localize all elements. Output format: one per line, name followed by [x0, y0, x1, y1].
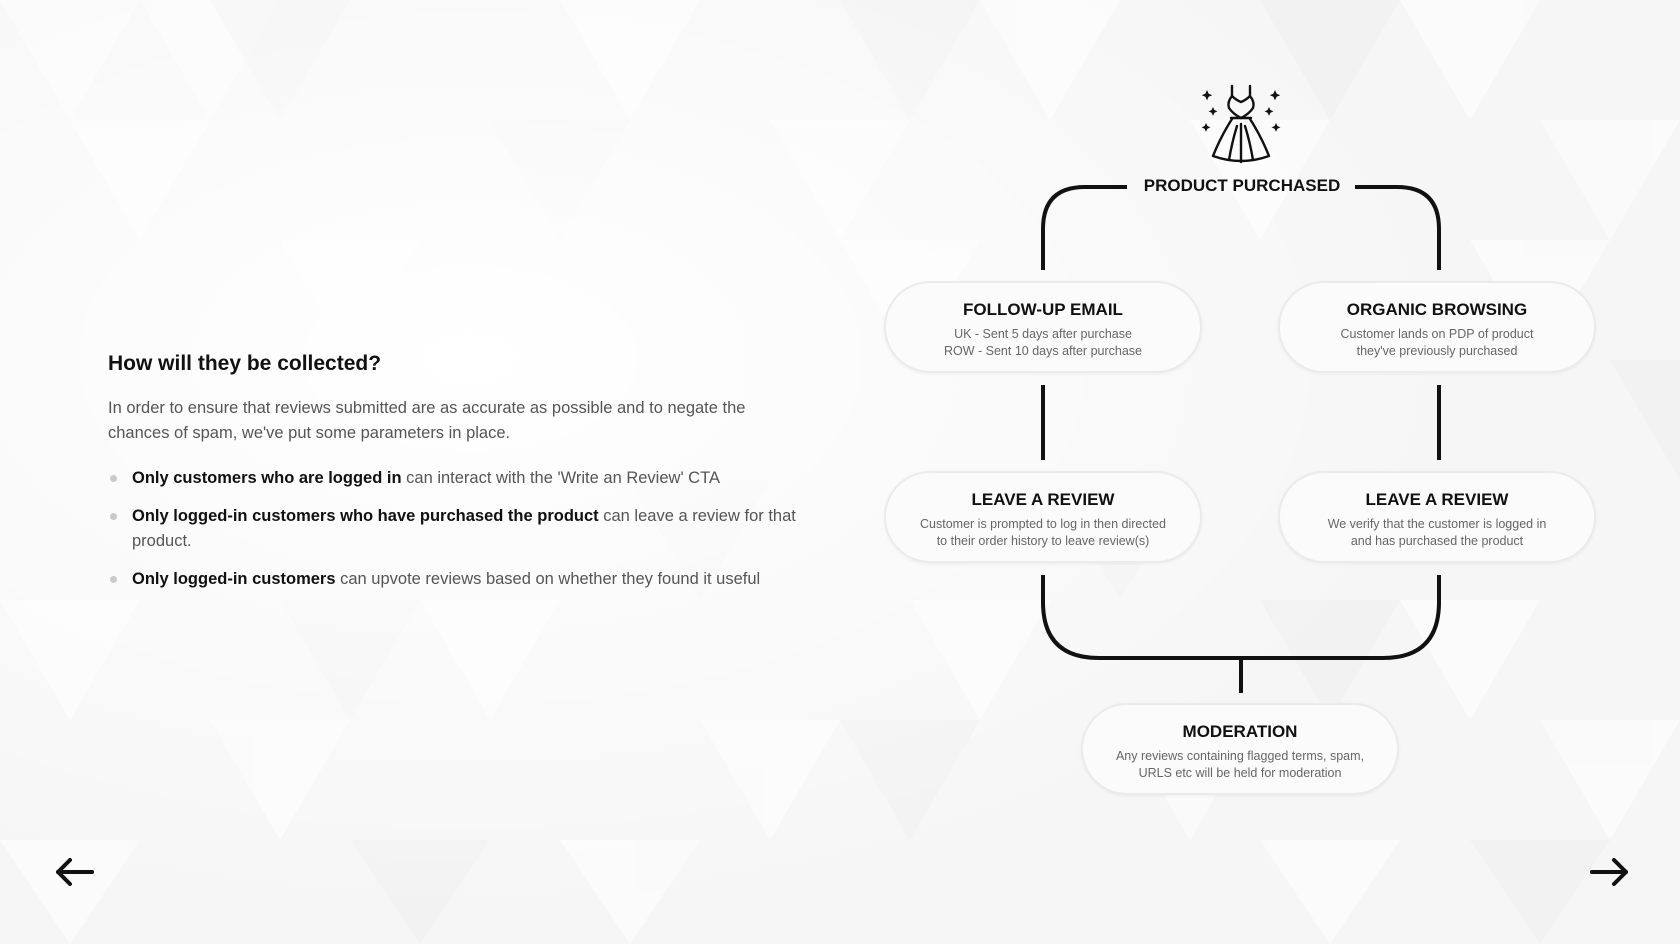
- dress-icon: [1196, 84, 1286, 170]
- node-description-line: Customer lands on PDP of product: [1340, 327, 1534, 341]
- node-description-line: URLS etc will be held for moderation: [1138, 766, 1342, 780]
- list-item: [108, 504, 798, 554]
- node-title: LEAVE A REVIEW: [1365, 490, 1509, 509]
- rule-text: can upvote reviews based on whether they found it useful: [335, 570, 761, 588]
- node-description-line: UK - Sent 5 days after purchase: [954, 327, 1132, 341]
- rule-text: can interact with the 'Write an Review' CTA: [401, 469, 720, 487]
- node-title: MODERATION: [1182, 722, 1298, 741]
- intro-paragraph: In order to ensure that reviews submitted are as accurate as possible and to negate the chances of spam, we've put some parameters in place.: [108, 399, 746, 442]
- connector-start-to-email: [1043, 187, 1127, 270]
- bullet-icon: [110, 576, 117, 583]
- node-description-line: to their order history to leave review(s): [936, 534, 1150, 548]
- rule-emphasis: Only logged-in customers: [132, 570, 336, 588]
- node-description-line: Any reviews containing flagged terms, spam,: [1115, 749, 1365, 763]
- node-leave-review-left: [884, 471, 1202, 563]
- node-description-line: and has purchased the product: [1350, 534, 1524, 548]
- arrow-right-icon[interactable]: [1586, 852, 1632, 892]
- node-follow-up-email: [884, 281, 1202, 373]
- node-leave-review-right: [1278, 471, 1596, 563]
- rules-list: [108, 466, 798, 592]
- node-moderation: [1081, 703, 1399, 795]
- connector-reviews-merge: [1043, 575, 1439, 658]
- list-item: [108, 567, 798, 592]
- arrow-left-icon[interactable]: [52, 852, 98, 892]
- node-description-line: Customer is prompted to log in then directed: [920, 517, 1166, 531]
- section-heading: How will they be collected?: [108, 352, 382, 375]
- bullet-icon: [110, 513, 117, 520]
- node-title: FOLLOW-UP EMAIL: [963, 300, 1123, 319]
- node-description-line: ROW - Sent 10 days after purchase: [943, 344, 1142, 358]
- collection-info-panel: [108, 352, 798, 605]
- connector-start-to-browsing: [1355, 187, 1439, 270]
- rule-emphasis: Only customers who are logged in: [132, 469, 402, 487]
- node-organic-browsing: [1278, 281, 1596, 373]
- flow-start-label: PRODUCT PURCHASED: [1143, 176, 1341, 195]
- list-item: [108, 466, 798, 491]
- rule-text: can leave a review for that product.: [132, 507, 796, 550]
- node-description-line: they've previously purchased: [1356, 344, 1518, 358]
- node-title: ORGANIC BROWSING: [1346, 300, 1528, 319]
- bullet-icon: [110, 475, 117, 482]
- node-title: LEAVE A REVIEW: [971, 490, 1115, 509]
- rule-emphasis: Only logged-in customers who have purchased the product: [132, 507, 599, 525]
- node-description-line: We verify that the customer is logged in: [1327, 517, 1547, 531]
